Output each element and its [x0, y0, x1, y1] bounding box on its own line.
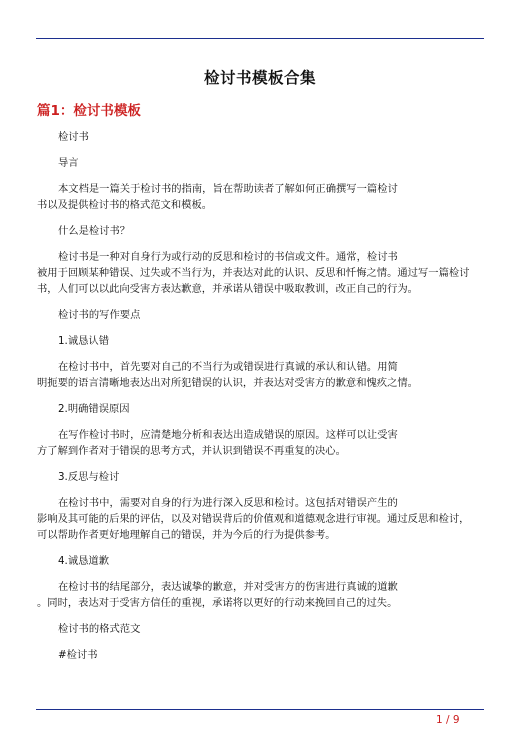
text-line: 在检讨书的结尾部分，表达诚挚的歉意，并对受害方的伤害进行真诚的道歉 — [58, 581, 398, 593]
page-indicator: 1 / 9 — [436, 714, 460, 726]
text-line: 。同时，表达对于受害方信任的重视，承诺将以更好的行动来挽回自己的过失。 — [37, 597, 398, 609]
text-line: 什么是检讨书？ — [58, 225, 131, 237]
text-line: 明扼要的语言清晰地表达出对所犯错误的认识，并表达对受害方的歉意和愧疚之情。 — [37, 377, 418, 389]
top-rule — [36, 38, 484, 39]
text-line: 检讨书是一种对自身行为或行动的反思和检讨的书信或文件。通常，检讨书 — [58, 251, 398, 263]
text-line: 在写作检讨书时，应清楚地分析和表达出造成错误的原因。这样可以让受害 — [58, 429, 398, 441]
bottom-rule — [36, 709, 484, 710]
text-line: 检讨书 — [58, 131, 89, 143]
text-line: 可以帮助作者更好地理解自己的错误，并为今后的行为提供参考。 — [37, 529, 336, 541]
text-line: 被用于回顾某种错误、过失或不当行为，并表达对此的认识、反思和忏悔之情。通过写一篇检讨 — [37, 267, 470, 279]
text-line: 导言 — [58, 157, 79, 169]
text-line: 检讨书的格式范文 — [58, 623, 141, 635]
section-heading: 篇1：检讨书模板 — [37, 103, 141, 119]
text-line: 4.诚恳道歉 — [58, 555, 110, 567]
text-line: 在检讨书中，首先要对自己的不当行为或错误进行真诚的承认和认错。用简 — [58, 361, 398, 373]
text-line: #检讨书 — [58, 649, 98, 661]
text-line: 影响及其可能的后果的评估，以及对错误背后的价值观和道德观念进行审视。通过反思和检讨， — [37, 513, 470, 525]
text-line: 本文档是一篇关于检讨书的指南，旨在帮助读者了解如何正确撰写一篇检讨 — [58, 183, 398, 195]
text-line: 方了解到作者对于错误的思考方式，并认识到错误不再重复的决心。 — [37, 445, 346, 457]
text-line: 1.诚恳认错 — [58, 335, 110, 347]
page-title: 检讨书模板合集 — [203, 69, 316, 87]
text-line: 3.反思与检讨 — [58, 471, 120, 483]
text-line: 检讨书的写作要点 — [58, 309, 141, 321]
text-line: 2.明确错误原因 — [58, 403, 130, 415]
text-line: 在检讨书中，需要对自身的行为进行深入反思和检讨。这包括对错误产生的 — [58, 497, 398, 509]
text-line: 书，人们可以以此向受害方表达歉意，并承诺从错误中吸取教训，改正自己的行为。 — [37, 283, 418, 295]
text-line: 书以及提供检讨书的格式范文和模板。 — [37, 199, 213, 211]
